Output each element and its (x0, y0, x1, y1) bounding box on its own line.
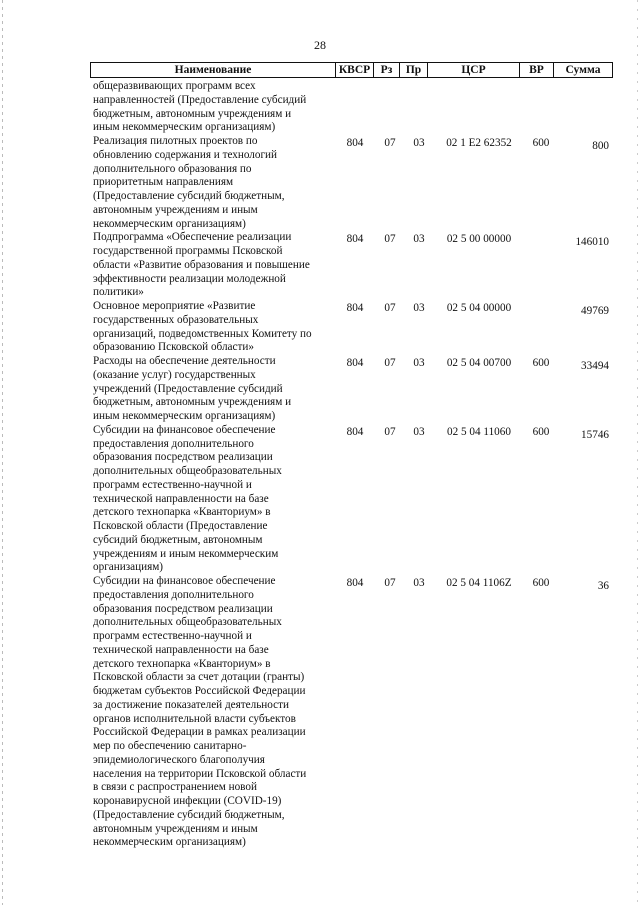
row-sum (559, 80, 613, 135)
table-row (93, 575, 613, 850)
header-name: Наименование (91, 63, 336, 77)
table-row (93, 135, 613, 231)
table-row (93, 300, 613, 355)
row-rz: 07 (384, 302, 396, 314)
row-rz: 07 (384, 357, 396, 369)
scan-edge-right (637, 0, 638, 905)
row-sum: 36 (597, 580, 609, 592)
row-kvsr: 804 (346, 425, 364, 438)
row-sum: 800 (592, 140, 609, 152)
row-kvsr: 804 (346, 137, 364, 149)
row-csr: 02 1 E2 62352 (446, 137, 512, 149)
table-row (93, 355, 613, 424)
row-pr: 03 (413, 357, 425, 369)
row-csr: 02 5 04 1106Z (446, 577, 512, 589)
table-body (93, 80, 613, 850)
row-kvsr: 804 (346, 302, 364, 314)
header-csr: ЦСР (428, 63, 520, 77)
row-sum: 33494 (581, 360, 609, 372)
row-sum: 49769 (581, 305, 609, 317)
row-name: Субсидии на финансовое обеспечение предоставления дополнительного образования посредством реализации дополнительных общеобразовательных программ естественно-научной и технической направленности на базе детского технопарка «Кванториум» в Псковской области (Предоставление субсидий бюджетным, автономным учреждениям и иным некоммерческим организациям) (93, 423, 282, 574)
row-csr: 02 5 04 00000 (446, 302, 512, 314)
row-rz: 07 (384, 425, 396, 438)
row-vr: 600 (532, 425, 550, 438)
row-pr: 03 (413, 302, 425, 314)
header-pr: Пр (400, 63, 428, 77)
table-header (90, 62, 613, 78)
row-csr: 02 5 04 00700 (446, 357, 512, 369)
row-vr: 600 (532, 357, 550, 369)
row-name: Субсидии на финансовое обеспечение предоставления дополнительного образования посредством реализации дополнительных общеобразовательных программ естественно-научной и технической направленности на базе детского технопарка «Кванториум» в Псковской области за счет дотации (гранты) бюджетам субъектов Российской Федерации за достижение показателей деятельности органов исполнительной власти субъектов Российской Федерации в рамках реализации мер по обеспечению санитарно- эпидемиологического благополучия населения на территории Псковской области в связи с распространением новой коронавирусной инфекции (COVID-19) (Предоставление субсидий бюджетным, автономным учреждениям и иным некоммерческим организациям) (93, 575, 307, 849)
row-name: Реализация пилотных проектов по обновлению содержания и технологий дополнительного образования по приоритетным направлениям (Предоставление субсидий бюджетным, автономным учреждениям и иным некоммерческим организациям) (93, 135, 285, 230)
row-vr (523, 231, 559, 300)
row-name: общеразвивающих программ всех направленностей (Предоставление субсидий бюджетным, автономным учреждениям и иным некоммерческим организациям) (93, 80, 307, 134)
row-sum: 15746 (581, 428, 609, 441)
row-rz: 07 (384, 233, 396, 246)
table-row (93, 424, 613, 575)
row-kvsr: 804 (346, 233, 364, 246)
row-name: Основное мероприятие «Развитие государственных образовательных организаций, подведомственных Комитету по образованию Псковской области» (93, 300, 312, 354)
row-csr (435, 80, 523, 135)
row-pr: 03 (413, 577, 425, 589)
row-name: Расходы на обеспечение деятельности (оказание услуг) государственных учреждений (Предоставление субсидий бюджетным, автономным учреждениям и иным некоммерческим организациям) (93, 355, 292, 422)
row-csr: 02 5 04 11060 (447, 425, 511, 438)
row-pr: 03 (413, 425, 425, 438)
row-vr (523, 300, 559, 355)
row-vr (523, 80, 559, 135)
row-name: Подпрограмма «Обеспечение реализации государственной программы Псковской области «Развитие образования и повышение эффективности реализации молодежной политики» (93, 231, 310, 299)
header-vr: ВР (520, 63, 554, 77)
row-csr: 02 5 00 00000 (446, 233, 512, 246)
row-rz: 07 (384, 577, 396, 589)
scan-edge-left (2, 0, 3, 905)
row-vr: 600 (532, 137, 550, 149)
table-row (93, 231, 613, 300)
row-kvsr: 804 (346, 577, 364, 589)
row-sum: 146010 (575, 236, 609, 249)
row-rz (377, 80, 403, 135)
header-sum: Сумма (565, 64, 601, 76)
row-rz: 07 (384, 137, 396, 149)
row-pr: 03 (413, 137, 425, 149)
row-pr: 03 (413, 233, 425, 246)
table-row (93, 80, 613, 135)
row-vr: 600 (532, 577, 550, 589)
header-rz: Рз (374, 63, 400, 77)
row-pr (403, 80, 435, 135)
page-number: 28 (314, 38, 326, 52)
header-kvsr: КВСР (336, 63, 374, 77)
row-kvsr: 804 (346, 357, 364, 369)
row-kvsr (333, 80, 377, 135)
